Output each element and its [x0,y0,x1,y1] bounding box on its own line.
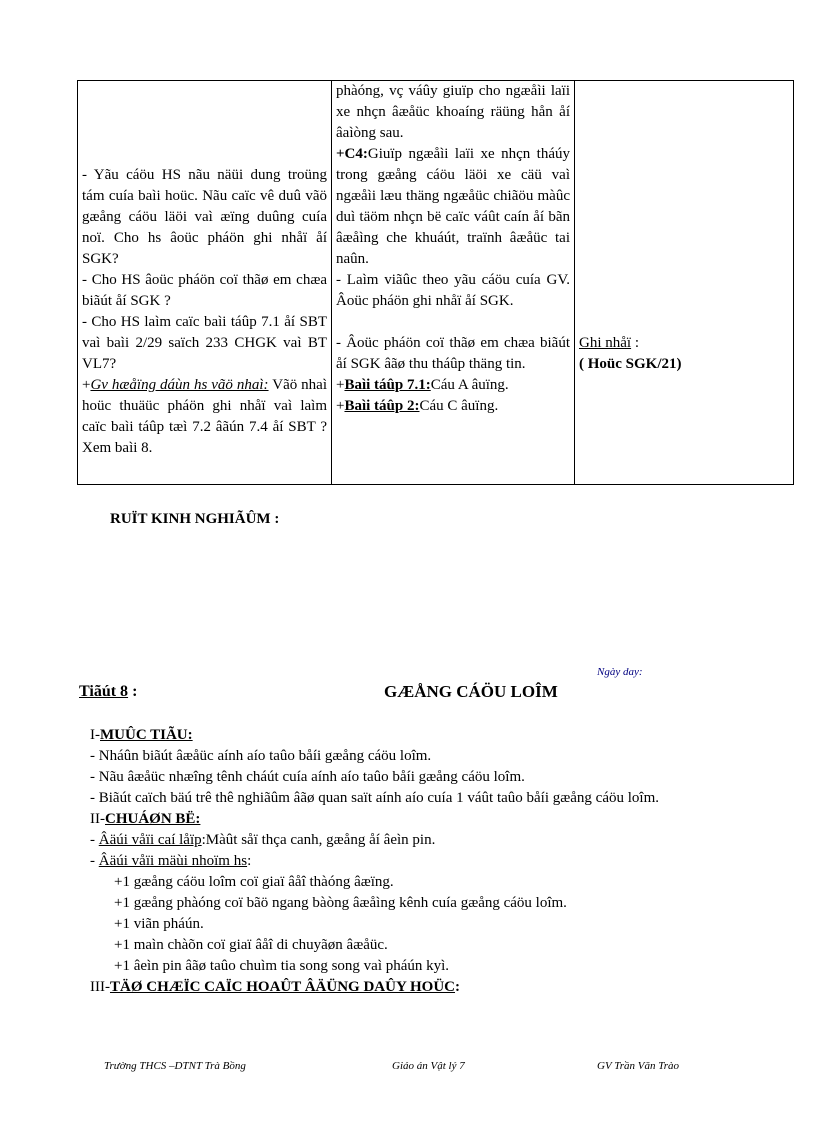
summary-request: - Yãu cáöu HS nãu näüi dung troüng tám cuía baìi hoüc. Nãu caïc vê duû vãö gæång cáöu läöi vaì æïng duûng cuía noï. Cho hs âoüc pháön ghi nhåï åí SGK? [82,167,327,267]
lesson-body [90,725,790,998]
content-cell [575,81,794,485]
student-work: - Laìm viãûc theo yãu cáöu cuía GV. Âoüc pháön ghi nhåï åí SGK. [336,272,570,309]
prep-item: +1 âeìn pin âãø taûo chuìm tia song song vaì pháún kyì. [114,958,450,974]
prep-item: +1 maìn chàõn coï giaï âåî di chuyãøn âæåüc. [114,937,388,953]
homework-guide-label: Gv hæåïng dáùn hs vãö nhaì: [90,377,269,393]
prepare-heading: II-CHUÁØN BË: [90,811,201,827]
date-label: Ngày day: [597,666,643,678]
note-reference: ( Hoüc SGK/21) [579,356,682,372]
exercise-1-answer: +Baìi táûp 7.1:Cáu A âuïng. [336,377,509,393]
prep-item: +1 viãn pháún. [114,916,204,932]
group-prep: - Âäúi våïi mäùi nhoïm hs: [90,853,252,869]
prep-item: +1 gæång phàóng coï bãö ngang bàòng âæåìng kênh cuía gæång cáöu loîm. [114,895,567,911]
student-activity-cell [332,81,575,485]
answer-c4: +C4:Giuïp ngæåìi laïi xe nhçn tháúy trong gæång cáöu läöi xe cäü vaì ngæåìi læu thäng ngæåüc chiãöu màûc duì täöm nhçn bë caïc váût caín åí bãn âæåìng che khuáút, traïnh âæåüc tai naûn. [336,146,570,267]
student-read: - Âoüc pháön coï thãø em chæa biãút åí SGK âãø thu tháûp thäng tin. [336,335,570,372]
prep-item: +1 gæång cáöu loîm coï giaï âåî thàóng âæïng. [114,874,394,890]
organize-heading: III-TÄØ CHÆÏC CAÏC HOAÛT ÂÄÜNG DAÛY HOÜC: [90,979,460,995]
exercise-1-label: Baìi táûp 7.1: [344,377,431,393]
lesson-title: GÆÅNG CÁÖU LOÎM [384,682,558,701]
objectives-heading: I-MUÛC TIÃU: [90,727,193,743]
teacher-activity-text [82,165,327,459]
objective-item: - Nháûn biãút âæåüc aính aío taûo båíi gæång cáöu loîm. [90,748,432,764]
note-label: Ghi nhåï [579,335,632,351]
teacher-activity-cell [78,81,332,485]
prep-items [90,872,790,977]
student-activity-text [336,81,570,417]
homework-guide: +Gv hæåïng dáùn hs vãö nhaì: Vãö nhaì hoüc thuäüc pháön ghi nhåï vaì laìm caïc baìi táûp tæì 7.2 âãún 7.4 åí SBT ? Xem baìi 8. [82,377,327,456]
objective-item: - Biãút caïch bäú trê thê nghiãûm âãø quan saït aính aío cuía 1 váût taûo båíi gæång cáöu loîm. [90,790,659,806]
mirror-explanation: phàóng, vç váûy giuïp cho ngæåìi laïi xe nhçn âæåüc khoaíng räüng hån åí âaìòng sau. [336,83,570,141]
teacher-prep: - Âäúi våïi caí låïp:Màût såï thça canh, gæång åí âeìn pin. [90,832,436,848]
exercise-2-answer: +Baìi táûp 2:Cáu C âuïng. [336,398,499,414]
activity-table [77,80,794,485]
footer-school: Trường THCS –DTNT Trà Bồng [104,1060,246,1072]
note-label-line: Ghi nhåï : [579,335,639,351]
exercise-2-label: Baìi táûp 2: [344,398,420,414]
footer-teacher: GV Trần Văn Trào [597,1060,680,1072]
lesson-number: Tiãút 8 : [79,683,138,700]
answer-c4-label: +C4: [336,146,368,162]
objective-item: - Nãu âæåüc nhæîng tênh cháút cuía aính aío taûo båíi gæång cáöu loîm. [90,769,525,785]
read-extra-request: - Cho HS âoüc pháön coï thãø em chæa biãút åí SGK ? [82,272,327,309]
experience-heading: RUÏT KINH NGHIÃÛM : [110,511,280,527]
exercise-request: - Cho HS laìm caïc baìi táûp 7.1 åí SBT vaì baìi 2/29 saïch 233 CHGK vaì BT VL7? [82,314,327,372]
footer-subject: Giáo án Vật lý 7 [392,1060,465,1072]
homework-guide-text: Vãö nhaì hoüc thuäüc pháön ghi nhåï vaì laìm caïc baìi táûp tæì 7.2 âãún 7.4 åí SBT ? Xem baìi 8. [82,377,327,456]
